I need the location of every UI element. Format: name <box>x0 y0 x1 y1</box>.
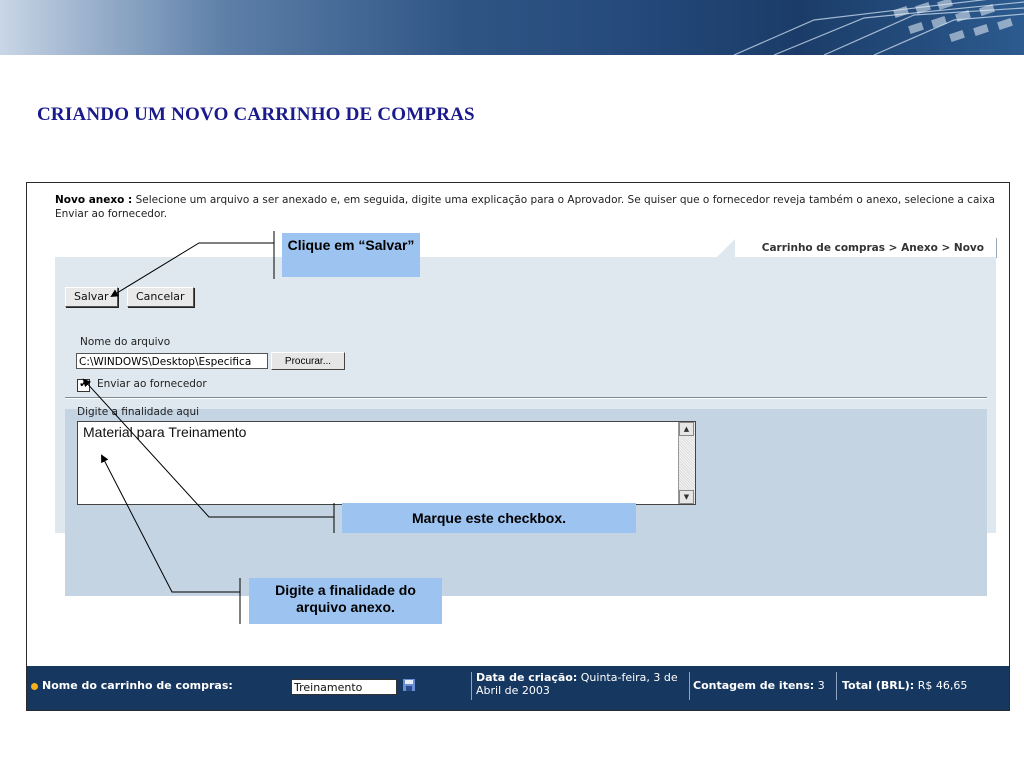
footer-separator <box>689 672 690 700</box>
created-date: Data de criação: Quinta-feira, 3 de Abril de 2003 <box>476 671 678 697</box>
cart-name-label: Nome do carrinho de compras: <box>42 679 233 692</box>
divider <box>65 397 987 399</box>
header-banner <box>0 0 1024 55</box>
file-name-input[interactable]: C:\WINDOWS\Desktop\Especifica <box>76 353 268 369</box>
intro-body: Selecione um arquivo a ser anexado e, em seguida, digite uma explicação para o Aprovador. Se quiser que o fornecedor reveja também o anexo, selecione a caixa Enviar ao fornecedor. <box>55 194 995 220</box>
footer-separator <box>836 672 837 700</box>
scroll-up-icon[interactable]: ▲ <box>679 422 694 436</box>
browse-button[interactable]: Procurar... <box>271 352 345 370</box>
bullet-icon <box>31 683 38 690</box>
footer-separator <box>471 672 472 700</box>
send-to-supplier-label: Enviar ao fornecedor <box>97 378 207 390</box>
callout-checkbox: Marque este checkbox. <box>342 503 636 533</box>
intro-text <box>55 193 995 221</box>
scroll-down-icon[interactable]: ▼ <box>679 490 694 504</box>
purpose-textarea[interactable] <box>77 421 696 505</box>
breadcrumb: Carrinho de compras > Anexo > Novo <box>717 238 997 258</box>
intro-bold: Novo anexo : <box>55 194 133 206</box>
item-count: Contagem de itens: 3 <box>693 679 825 692</box>
textarea-scrollbar[interactable] <box>678 422 695 504</box>
cancel-button[interactable]: Cancelar <box>127 287 194 307</box>
purpose-text: Material para Treinamento <box>83 424 247 440</box>
file-name-label: Nome do arquivo <box>80 336 171 348</box>
keyboard-graphic <box>694 0 1024 55</box>
cart-total: Total (BRL): R$ 46,65 <box>842 679 968 692</box>
callout-purpose: Digite a finalidade do arquivo anexo. <box>249 578 442 624</box>
save-button[interactable]: Salvar <box>65 287 118 307</box>
floppy-save-icon[interactable] <box>403 679 415 691</box>
purpose-label: Digite a finalidade aqui <box>77 406 200 418</box>
cart-name-input[interactable]: Treinamento <box>291 679 397 695</box>
callout-save: Clique em “Salvar” <box>282 233 420 277</box>
screenshot-frame <box>26 182 1010 711</box>
send-to-supplier-checkbox[interactable]: ✔ <box>77 379 90 392</box>
slide-title: CRIANDO UM NOVO CARRINHO DE COMPRAS <box>37 104 475 125</box>
cart-footer <box>27 666 1009 710</box>
